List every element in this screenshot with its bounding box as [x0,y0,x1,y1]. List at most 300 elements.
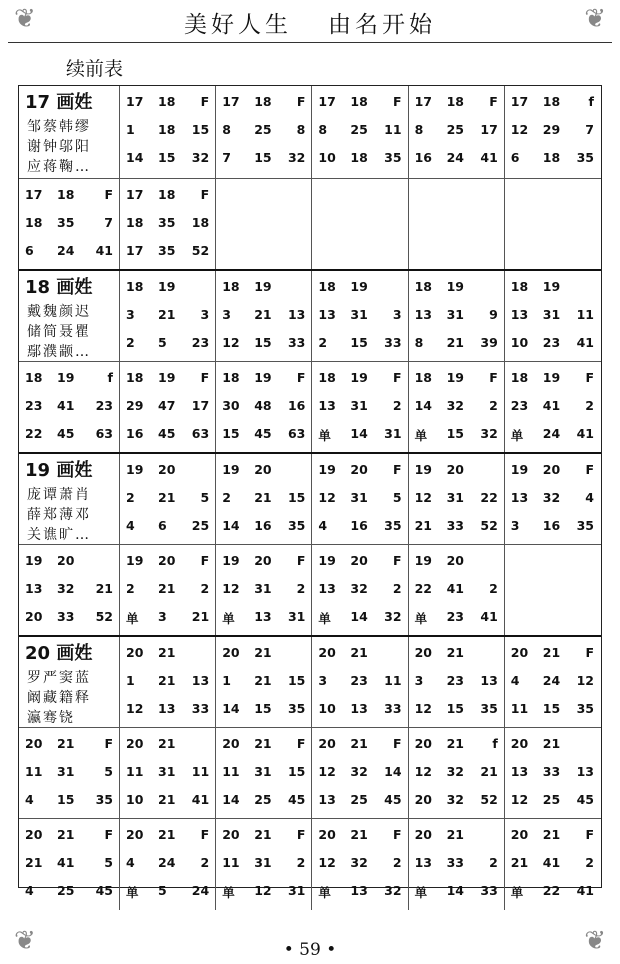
number-value: 15 [158,150,176,165]
table-cell [19,545,119,636]
number-value: 20 [126,827,144,842]
number-value: 19 [318,462,336,477]
number-value: 单 [126,885,139,900]
number-value: 8 [318,122,328,137]
number-line [220,581,307,599]
table-cell [119,179,215,270]
table-cell [119,728,215,819]
number-value: 21 [191,608,210,624]
number-value: 2 [222,490,231,505]
number-value: 21 [254,827,272,842]
number-value: 17 [318,94,336,109]
table-cell [19,819,119,910]
number-value: 13 [350,883,368,898]
number-value: 16 [254,518,272,533]
number-value: 21 [254,307,272,322]
table-cell [408,819,504,910]
table-cell [311,819,407,910]
table-cell [215,179,311,270]
number-value: 15 [287,673,306,688]
number-value: 2 [585,397,594,413]
number-line [124,94,211,112]
number-value: 17 [480,122,498,137]
number-line [23,398,115,416]
number-value: 15 [57,791,75,807]
number-line [124,827,211,845]
number-value: 21 [158,673,176,688]
number-value: 19 [446,279,464,294]
number-value: 13 [158,701,176,716]
number-line [413,462,500,480]
number-value: 14 [222,518,240,533]
table-cell [504,545,600,636]
number-line [124,553,211,571]
number-line [509,426,596,444]
table-cell [504,362,600,453]
number-line [509,673,596,691]
number-value: 24 [542,425,561,441]
number-value: 25 [542,791,561,807]
table-row [19,635,601,727]
number-value: 单 [318,427,331,443]
number-line [509,335,596,353]
number-line [413,279,500,297]
number-value: 15 [446,701,464,716]
number-value: 1 [126,122,135,137]
table-cell [311,362,407,453]
number-line [509,883,596,901]
number-value: 20 [414,791,432,807]
number-line [316,827,403,845]
number-line [509,736,596,754]
number-value: 18 [126,279,144,294]
header-left-text: 美好人生 [184,12,292,38]
number-value: 12 [414,701,432,716]
number-value: 45 [57,425,75,441]
number-line [316,855,403,873]
table-cell [504,271,600,361]
number-value: 2 [489,855,498,870]
number-value: 22 [480,490,498,505]
number-value: 23 [95,397,113,413]
number-value: 13 [287,307,306,322]
number-line [413,553,500,571]
number-value: f [588,94,594,109]
number-value: 14 [222,701,240,716]
number-value: 13 [414,307,432,322]
table-cell [408,86,504,178]
number-value: 24 [446,150,464,165]
number-value: 20 [126,735,144,751]
number-value: 18 [158,122,176,137]
number-line [124,279,211,297]
number-value: 11 [510,701,529,716]
number-value: 21 [254,735,272,751]
number-line [413,581,500,599]
number-value: 18 [350,150,368,165]
surname-stroke-title: 17 画姓 [25,92,93,113]
number-line [23,736,115,754]
surname-stroke-title: 20 画姓 [25,643,93,664]
number-value: 17 [510,94,529,109]
surname-stroke-title: 19 画姓 [25,460,93,481]
number-value: 4 [25,791,34,807]
number-line [220,827,307,845]
number-value: 33 [57,608,75,624]
number-line [316,94,403,112]
number-value: F [489,369,498,385]
number-line [220,645,307,663]
number-value: 32 [384,883,402,898]
number-value: 20 [350,462,368,477]
number-line [509,701,596,719]
number-line [220,150,307,168]
number-line [509,122,596,140]
number-value: 1 [126,673,135,688]
number-value: 11 [126,763,144,779]
number-value: 35 [576,150,594,165]
number-value: 18 [414,279,432,294]
number-value: 31 [57,763,75,779]
surname-list-line: 应蒋鞠… [27,159,91,175]
number-value: 13 [510,307,529,322]
number-value: 14 [350,608,368,624]
table-cell [408,545,504,636]
number-value: 41 [57,855,75,870]
number-line [220,398,307,416]
number-value: 41 [576,335,594,350]
number-value: F [585,369,594,385]
number-value: 单 [222,610,235,626]
number-value: 20 [318,645,336,660]
number-value: 41 [576,425,594,441]
number-value: 11 [25,763,43,779]
number-value: 8 [296,122,306,137]
number-line [509,279,596,297]
number-value: 32 [57,580,75,596]
number-value: 25 [254,122,272,137]
number-value: 3 [200,307,210,322]
number-value: 20 [222,645,240,660]
number-value: 32 [480,425,498,441]
number-value: 63 [287,425,306,441]
number-line [220,490,307,508]
number-line [23,370,115,388]
number-line [316,792,403,810]
number-line [124,518,211,536]
header-right-text: 由名开始 [328,12,436,38]
number-value: 15 [287,490,306,505]
number-line [23,827,115,845]
surname-list-line: 庞谭萧肖 [27,487,91,503]
number-value: 19 [158,369,176,385]
corner-ornament-left-icon: ❦ [14,4,36,34]
number-value: 13 [254,608,272,624]
number-value: 21 [95,580,113,596]
number-value: 18 [510,369,529,385]
stroke-table [18,85,602,900]
number-line [509,94,596,112]
number-value: 33 [191,701,210,716]
number-value: 21 [158,645,176,660]
number-value: F [200,827,210,842]
number-line [413,855,500,873]
number-value: 63 [95,425,113,441]
number-value: 4 [126,518,135,533]
number-line [413,764,500,782]
number-value: 15 [191,122,210,137]
number-value: 12 [414,763,432,779]
number-value: 14 [384,763,402,779]
number-value: 35 [95,791,113,807]
number-line [23,764,115,782]
number-value: 19 [254,279,272,294]
number-value: 17 [126,242,144,258]
number-value: 35 [480,701,498,716]
number-line [124,764,211,782]
number-value: 24 [542,673,561,688]
number-line [220,370,307,388]
number-value: 3 [222,307,231,322]
number-value: 12 [222,580,240,596]
number-value: F [393,369,402,385]
number-line [23,609,115,627]
number-value: 31 [287,608,306,624]
number-value: 20 [446,552,464,568]
number-line [316,883,403,901]
number-line [316,609,403,627]
number-line [124,243,211,261]
number-value: 19 [158,279,176,294]
number-line [220,279,307,297]
number-value: 11 [384,673,402,688]
number-line [220,462,307,480]
number-line [316,518,403,536]
number-line [509,518,596,536]
number-value: 19 [254,369,272,385]
number-value: 33 [384,335,402,350]
number-value: 15 [542,701,561,716]
number-value: 31 [350,307,368,322]
number-value: 20 [542,462,561,477]
table-cell [19,637,119,727]
number-value: 20 [414,735,432,751]
table-cell [215,454,311,544]
number-value: 6 [510,150,520,165]
number-value: 5 [104,763,113,779]
number-value: F [104,186,113,202]
number-value: 15 [350,335,368,350]
number-value: 6 [25,242,34,258]
number-value: 19 [57,369,75,385]
number-value: 19 [542,369,561,385]
number-value: 12 [510,791,529,807]
number-value: 33 [542,763,561,779]
number-value: 31 [446,307,464,322]
number-value: 9 [489,307,498,322]
number-value: 21 [158,827,176,842]
number-value: 11 [222,855,240,870]
number-value: 2 [489,397,498,413]
number-value: 11 [576,307,594,322]
number-line [316,279,403,297]
number-value: 31 [542,307,561,322]
number-value: 15 [254,150,272,165]
number-value: 12 [126,701,144,716]
number-value: 21 [158,791,176,807]
number-line [124,370,211,388]
number-value: F [585,827,594,842]
number-value: 20 [25,608,43,624]
number-value: 13 [576,763,594,779]
number-value: 3 [318,673,328,688]
number-value: 5 [200,490,210,505]
number-value: f [107,369,113,385]
number-line [220,122,307,140]
table-cell [311,637,407,727]
surname-list-line: 鄢濮颛… [27,344,91,360]
number-line [413,335,500,353]
corner-ornament-right-icon: ❦ [584,4,606,34]
number-value: 18 [446,94,464,109]
number-value: 35 [287,701,306,716]
number-value: 8 [414,122,424,137]
number-value: 33 [480,883,498,898]
number-value: 21 [57,827,75,842]
number-value: 41 [576,883,594,898]
table-cell [119,454,215,544]
surname-list-line: 谢钟邬阳 [27,139,91,155]
number-line [124,581,211,599]
number-value: 18 [158,186,176,202]
number-value: 3 [158,608,167,624]
number-value: 17 [25,186,43,202]
number-value: 14 [126,150,144,165]
number-value: 20 [126,645,144,660]
number-value: 35 [384,150,402,165]
number-value: 19 [350,279,368,294]
number-value: 18 [510,279,529,294]
number-line [124,398,211,416]
surname-list-line: 邹蔡韩缪 [27,119,91,135]
number-value: 8 [222,122,231,137]
number-line [509,645,596,663]
number-value: F [104,735,113,751]
table-row [19,544,601,636]
number-value: 19 [414,552,432,568]
number-value: 2 [126,335,135,350]
number-value: 18 [25,214,43,230]
number-line [124,883,211,901]
number-value: 25 [350,791,368,807]
number-value: 20 [414,827,432,842]
number-line [124,673,211,691]
number-value: 18 [25,369,43,385]
number-value: 21 [446,335,464,350]
number-line [509,307,596,325]
number-line [124,490,211,508]
number-value: 17 [126,94,144,109]
number-value: 25 [57,883,75,898]
number-value: 20 [158,552,176,568]
number-value: 18 [126,369,144,385]
table-cell [215,271,311,361]
number-value: F [393,827,402,842]
number-value: 31 [158,763,176,779]
number-value: 11 [191,763,210,779]
number-value: 35 [158,242,176,258]
table-cell [408,728,504,819]
number-value: 13 [510,490,529,505]
number-value: 24 [191,883,210,898]
number-line [316,736,403,754]
number-value: 15 [287,763,306,779]
number-line [413,370,500,388]
number-value: 18 [542,150,561,165]
number-value: F [296,827,306,842]
table-cell [504,179,600,270]
number-value: 21 [480,763,498,779]
number-value: 21 [542,735,561,751]
number-value: 32 [542,490,561,505]
number-value: 15 [254,701,272,716]
number-value: 31 [254,580,272,596]
number-value: 31 [287,883,306,898]
number-value: 14 [350,425,368,441]
table-cell [19,271,119,361]
table-cell [408,179,504,270]
number-value: 21 [446,827,464,842]
number-line [124,855,211,873]
number-value: 13 [191,673,210,688]
number-line [124,609,211,627]
number-line [413,701,500,719]
number-line [316,490,403,508]
number-value: 23 [191,335,210,350]
number-line [316,701,403,719]
number-value: 16 [414,150,432,165]
number-value: 41 [542,397,561,413]
number-value: 2 [296,580,306,596]
number-value: 21 [414,518,432,533]
table-cell [215,362,311,453]
number-value: F [296,94,306,109]
number-value: F [104,827,113,842]
table-cell [215,637,311,727]
number-value: 41 [191,791,210,807]
number-line [220,426,307,444]
number-value: 单 [318,610,331,626]
number-value: 20 [254,552,272,568]
number-value: 12 [222,335,240,350]
number-value: 17 [126,186,144,202]
number-value: 20 [25,735,43,751]
number-value: 23 [350,673,368,688]
number-value: 19 [126,552,144,568]
surname-list-line: 瀛骞铙 [27,710,75,726]
number-value: F [200,552,210,568]
number-value: 7 [104,214,113,230]
number-line [413,518,500,536]
number-value: 25 [446,122,464,137]
number-line [23,792,115,810]
number-value: 3 [510,518,520,533]
surname-list-line: 戴魏颜迟 [27,304,91,320]
number-value: 29 [126,397,144,413]
number-line [23,243,115,261]
number-line [23,883,115,901]
table-row [19,269,601,361]
